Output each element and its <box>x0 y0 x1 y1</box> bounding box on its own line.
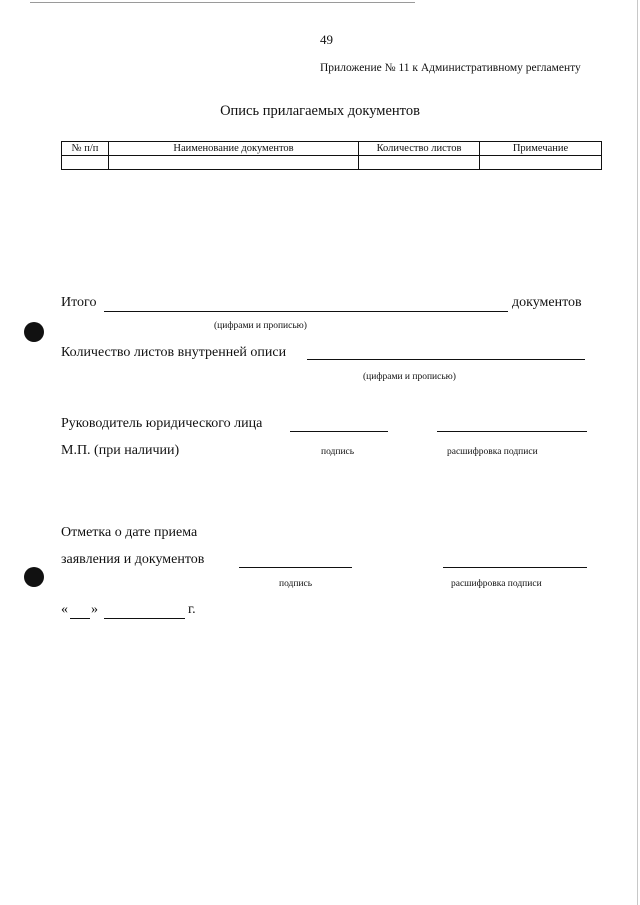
inner-sheets-label: Количество листов внутренней описи <box>61 345 287 360</box>
total-caption: (цифрами и прописью) <box>214 321 307 331</box>
head-signature-label: Руководитель юридического лица <box>61 416 263 431</box>
table-header-row <box>62 142 602 156</box>
table-cell[interactable] <box>359 156 480 170</box>
appendix-note: Приложение № 11 к Административному регламенту <box>320 62 581 74</box>
receipt-decode-line[interactable] <box>443 567 587 568</box>
binder-hole-icon <box>24 567 44 587</box>
header-cell-note: Примечание <box>480 142 602 156</box>
date-day-line[interactable] <box>70 618 90 619</box>
scan-top-edge <box>30 2 415 3</box>
total-suffix: документов <box>512 295 582 310</box>
total-fill-line[interactable] <box>104 311 508 312</box>
table-cell[interactable] <box>62 156 109 170</box>
scan-right-edge <box>637 0 638 905</box>
document-title: Опись прилагаемых документов <box>220 103 420 119</box>
seal-label: М.П. (при наличии) <box>61 443 180 458</box>
receipt-sign-caption: подпись <box>279 579 313 589</box>
head-decode-caption: расшифровка подписи <box>447 447 538 457</box>
receipt-signature-line[interactable] <box>239 567 352 568</box>
inner-sheets-fill-line[interactable] <box>307 359 585 360</box>
head-sign-caption: подпись <box>321 447 355 457</box>
head-signature-line[interactable] <box>290 431 388 432</box>
receipt-label-line2: заявления и документов <box>61 552 205 567</box>
header-cell-number: № п/п <box>62 142 109 156</box>
binder-hole-icon <box>24 322 44 342</box>
date-quote-open: « <box>61 602 68 617</box>
header-cell-sheets: Количество листов <box>359 142 480 156</box>
date-quote-close: » <box>91 602 98 617</box>
total-label: Итого <box>61 295 97 310</box>
receipt-label-line1: Отметка о дате приема <box>61 525 198 540</box>
head-decode-line[interactable] <box>437 431 587 432</box>
date-year-suffix: г. <box>188 602 196 617</box>
page-number: 49 <box>320 32 333 47</box>
date-month-line[interactable] <box>104 618 185 619</box>
table-cell[interactable] <box>480 156 602 170</box>
inner-sheets-caption: (цифрами и прописью) <box>363 372 456 382</box>
documents-table <box>61 141 602 170</box>
header-cell-name: Наименование документов <box>109 142 359 156</box>
receipt-decode-caption: расшифровка подписи <box>451 579 542 589</box>
table-row <box>62 156 602 170</box>
table-cell[interactable] <box>109 156 359 170</box>
